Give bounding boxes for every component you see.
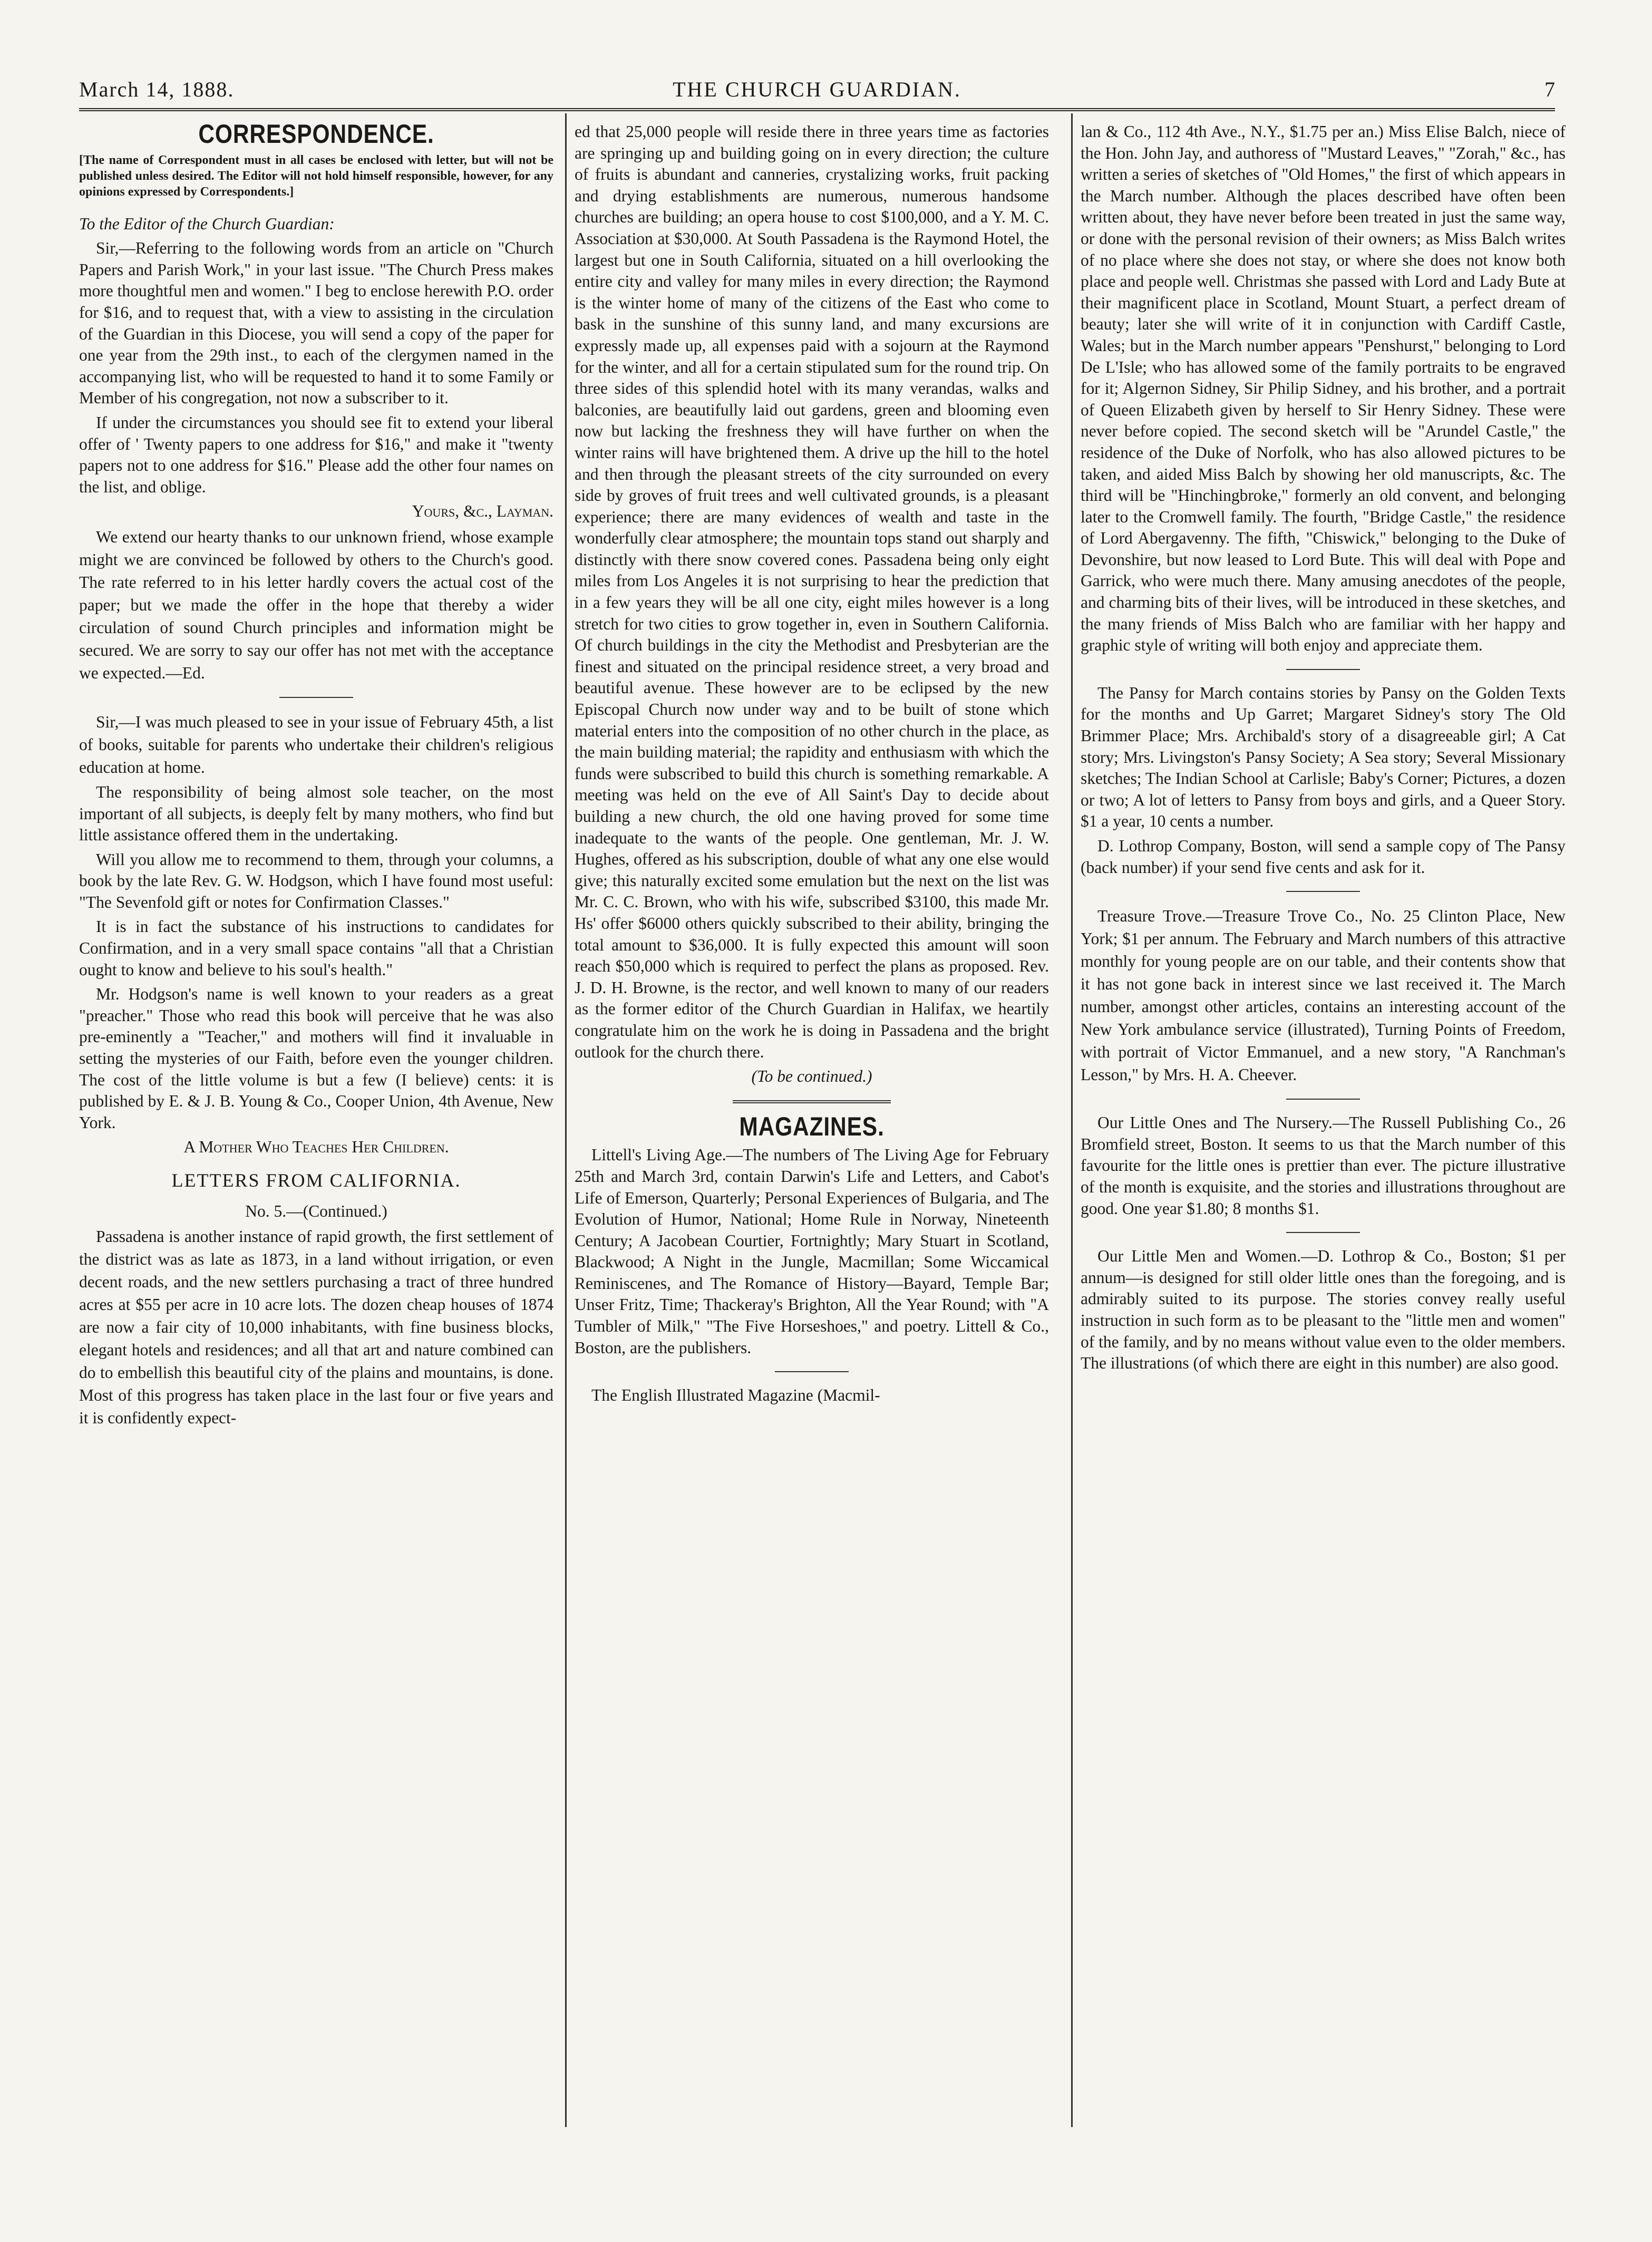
column-3 <box>1081 121 1566 2119</box>
divider <box>1286 669 1360 670</box>
column-rule-1 <box>565 113 567 2127</box>
california-heading: LETTERS FROM CALIFORNIA. <box>171 1170 461 1191</box>
english-illustrated-review: lan & Co., 112 4th Ave., N.Y., $1.75 per an.) Miss Elise Balch, niece of the Hon. John Jay, and authoress of "Mustard Leaves," "Zorah," &c., has written a series of sketches of "Old Homes," the first of which appears in the March number. Although the places described have often been written about, they have never before been treated in just the same way, or done with the personal revision of their owners; as Miss Balch writes of no place where she does not stay, or where she does not know both place and people well. Christmas she passed with Lord and Lady Bute at their magnificent place in Scotland, Mount Stuart, a perfect dream of beauty; later she will write of it in conjunction with Cardiff Castle, Wales; but in the March number appears "Penshurst," belonging to Lord De L'Isle; who has allowed some of the family portraits to be engraved for it; Algernon Sidney, Sir Philip Sidney, and his brother, and a portrait of Queen Elizabeth given by herself to Sir Henry Sidney. These were never before copied. The second sketch will be "Arundel Castle," the residence of the Duke of Norfolk, who has also allowed pictures to be taken, and aided Miss Balch by showing her old manuscripts, &c. The third will be "Hinchingbroke," formerly an old convent, and belonging later to the Cromwell family. The fourth, "Bridge Castle," the residence of Lord Abergavenny. The fifth, "Chiswick," belonging to the Duke of Devonshire, but now leased to Lord Bute. This will deal with Pope and Garrick, who were much there. Many amusing anecdotes of the people, and charming bits of their lives, will be introduced in these sketches, and the many friends of Miss Balch who are familiar with her happy and graphic style of writing will both enjoy and appreciate them. <box>1081 122 1566 655</box>
california-number: No. 5.—(Continued.) <box>245 1201 387 1220</box>
divider <box>1286 891 1360 892</box>
letter2-paragraph: The responsibility of being almost sole teacher, on the most important of all subjects, is deeply felt by many mothers, who find but little assistance offered them in the undertaking. <box>79 782 553 845</box>
newspaper-title: THE CHURCH GUARDIAN. <box>673 77 961 101</box>
magazines-heading: MAGAZINES. <box>739 1111 885 1141</box>
littell-review: Littell's Living Age.—The numbers of The Living Age for February 25th and March 3rd, contain Darwin's Life and Letters, and Cabot's Life of Emerson, Quarterly; Personal Experiences of Bulgaria, and The Evolution of Humor, National; Home Rule in Norway, Nineteenth Century; A Jacobean Courtier, Fortnightly; Mary Stuart in Scotland, Blackwood; A Night in the Jungle, Macmillan; Some Wiccamical Reminiscenes, and The Romance of History—Bayard, Temple Bar; Unser Fritz, Time; Thackeray's Brighton, All the Year Round; with "A Tumbler of Milk," "The Five Horseshoes," and poetry. Littell & Co., Boston, are the publishers. <box>575 1146 1049 1357</box>
little-ones-review: Our Little Ones and The Nursery.—The Russell Publishing Co., 26 Bromfield street, Boston. It seems to us that the March number of this favourite for the little ones is prettier than ever. The picture illustrative of the month is exquisite, and the stories and illustrations throughout are good. One year $1.80; 8 months $1. <box>1081 1113 1566 1218</box>
letter1-signature: Yours, &c., Layman. <box>412 502 553 521</box>
letter1-paragraph: Sir,—Referring to the following words from an article on "Church Papers and Parish Work," in your last issue. "The Church Press makes more thoughtful men and women." I beg to enclose herewith P.O. order for $16, and to request that, with a view to assisting in the circulation of the Guardian in this Diocese, you will send a copy of the paper for one year from the 29th inst., to each of the clergymen named in the accompanying list, who will be requested to hand it to some Family or Member of his congregation, not now a subscriber to it. <box>79 239 553 407</box>
page-header <box>79 63 1555 105</box>
pansy-review: The Pansy for March contains stories by Pansy on the Golden Texts for the months and Up Garret; Margaret Sidney's story The Old Brimmer Place; Mrs. Archibald's story of a disagreeable girl; A Cat story; Mrs. Livingston's Pansy Society; A Sea story; Several Missionary sketches; The Indian School at Carlisle; Baby's Corner; Pictures, a dozen or two; A lot of letters to Pansy from boys and girls, and a Queer Story. $1 a year, 10 cents a number. <box>1081 683 1566 831</box>
header-rule <box>79 108 1555 111</box>
issue-date: March 14, 1888. <box>79 77 235 101</box>
divider <box>279 697 353 698</box>
letter2-paragraph: Will you allow me to recommend to them, through your columns, a book by the late Rev. G. W. Hodgson, which I have found most useful: "The Sevenfold gift or notes for Confirmation Classes." <box>79 850 553 911</box>
divider <box>775 1371 849 1372</box>
divider <box>1286 1099 1360 1100</box>
column-rule-2 <box>1071 113 1073 2127</box>
california-text-part1: Passadena is another instance of rapid growth, the first settlement of the district was as late as 1873, in a land without irrigation, or even decent roads, and the new settlers purchasing a tract of three hundred acres at $55 per acre in 10 acre lots. The dozen cheap houses of 1874 are now a fair city of 10,000 inhabitants, with fine business blocks, elegant hotels and residences; and all that art and nature combined can do to embellish this beautiful city of the plains and mountains, is done. Most of this progress has taken place in the last four or five years and it is confidently expect- <box>79 1227 553 1428</box>
treasure-trove-review: Treasure Trove.—Treasure Trove Co., No. 25 Clinton Place, New York; $1 per annum. The February and March numbers of this attractive monthly for young people are on our table, and their contents show that it has not gone back in interest since we last received it. The March number, amongst other articles, contains an interesting account of the New York ambulance service (illustrated), Turning Points of Freedom, with portrait of Victor Emmanuel, and a new story, "A Ranchman's Lesson," by Mrs. H. A. Cheever. <box>1081 907 1566 1084</box>
letter2-paragraph: Sir,—I was much pleased to see in your issue of February 45th, a list of books, suitable for parents who undertake their children's religious education at home. <box>79 712 553 777</box>
california-text-part2: ed that 25,000 people will reside there in three years time as factories are springing up and building going on in every direction; the culture of fruits is abundant and canneries, crystalizing works, fruit packing and drying establishments are numerous, numerous handsome churches are building; an opera house to cost $100,000, and a Y. M. C. Association at $30,000. At South Passadena is the Raymond Hotel, the largest but one in South California, situated on a hill overlooking the entire city and valley for many miles in every direction; the Raymond is the winter home of many of the citizens of the East who come to bask in the sunshine of this sunny land, and many excursions are expressly made up, all expenses paid with a sojourn at the Raymond for the winter, and all for a certain stipulated sum for the round trip. On three sides of this splendid hotel with its many verandas, walks and balconies, are beautifully laid out gardens, green and blooming even now but lacking the freshness they will have further on when the winter rains will have brightened them. A drive up the hill to the hotel and then through the pleasant streets of the city surrounded on every side by groves of fruit trees and well cultivated grounds, is a pleasant experience; there are many evidences of wealth and taste in the wonderfully clear atmosphere; the mountain tops stand out sharply and distinctly with there snow covered cones. Passadena being only eight miles from Los Angeles it is not surprising to hear the prediction that in a few years they will be all one city, eight miles however is a long stretch for two cities to grow together in, even in Southern California. Of church buildings in the city the Methodist and Presbyterian are the finest and situated on the principal residence street, a very broad and beautiful avenue. These however are to be eclipsed by the new Episcopal Church now under way and to be built of stone which material enters into the composition of no other church in the place, as the main building material; the rapidity and enthusiasm with which the funds were subscribed to build this church is something remarkable. A meeting was held on the eve of All Saint's Day to decide about building a new church, the old one having proved for some time inadequate to the wants of the people. One gentleman, Mr. J. W. Hughes, offered as his subscription, double of what any one else would give; this naturally excited some emulation but the next on the list was Mr. C. C. Brown, who with his wife, subscribed $3100, this made Mr. Hs' offer $6000 others quickly subscribed to their ability, bringing the total amount to $36,000. It is fully expected this amount will soon reach $50,000 which is required to perfect the plans as proposed. Rev. J. D. H. Browne, is the rector, and well known to many of our readers as the former editor of the Church Guardian in Halifax, we heartily congratulate him on the work he is doing in Passadena and the bright outlook for the church there. <box>575 122 1049 1061</box>
correspondence-heading: CORRESPONDENCE. <box>198 121 434 149</box>
letter2-paragraph: It is in fact the substance of his instructions to candidates for Confirmation, and in a very small space contains "all that a Christian ought to know and believe to his soul's health." <box>79 917 553 979</box>
pansy-sample-note: D. Lothrop Company, Boston, will send a sample copy of The Pansy (back number) if your send five cents and ask for it. <box>1081 837 1566 877</box>
editor-address: To the Editor of the Church Guardian: <box>79 214 335 233</box>
page-number: 7 <box>1544 77 1555 101</box>
correspondence-note: [The name of Correspondent must in all cases be enclosed with letter, but will not be published unless desired. The Editor will not hold himself responsible, however, for any opinions expressed by Correspondents.] <box>79 153 553 199</box>
to-be-continued: (To be continued.) <box>751 1067 872 1086</box>
letter2-paragraph: Mr. Hodgson's name is well known to your readers as a great "preacher." Those who read this book will perceive that he was also pre-eminently a "Teacher," and mothers will find it invaluable in setting the mysteries of our Faith, before even the younger children. The cost of the little volume is but a few (I believe) cents: it is published by E. & J. B. Young & Co., Cooper Union, 4th Avenue, New York. <box>79 985 553 1132</box>
editor-reply: We extend our hearty thanks to our unknown friend, whose example might we are convinced be followed by others to the Church's good. The rate referred to in his letter hardly covers the actual cost of the paper; but we made the offer in the hope that thereby a wider circulation of sound Church principles and information might be secured. We are sorry to say our offer has not met with the acceptance we expected.—Ed. <box>79 527 553 682</box>
column-1 <box>79 121 553 2119</box>
little-men-review: Our Little Men and Women.—D. Lothrop & Co., Boston; $1 per annum—is designed for still older little ones than the foregoing, and is admirably suited to its purpose. The stories convey really useful instruction in such form as to be pleasant to the "little men and women" of the family, and by no means without value even to the older members. The illustrations (of which there are eight in this number) are also good. <box>1081 1247 1566 1373</box>
divider <box>1286 1232 1360 1233</box>
section-divider <box>733 1100 891 1103</box>
column-2 <box>575 121 1049 2119</box>
letter2-signature: A Mother Who Teaches Her Children. <box>183 1138 449 1157</box>
letter1-paragraph: If under the circumstances you should see fit to extend your liberal offer of ' Twenty papers to one address for $16," and make it "twenty papers not to one address for $16." Please add the other four names on the list, and oblige. <box>79 413 553 496</box>
english-illustrated-start: The English Illustrated Magazine (Macmil- <box>591 1386 880 1405</box>
